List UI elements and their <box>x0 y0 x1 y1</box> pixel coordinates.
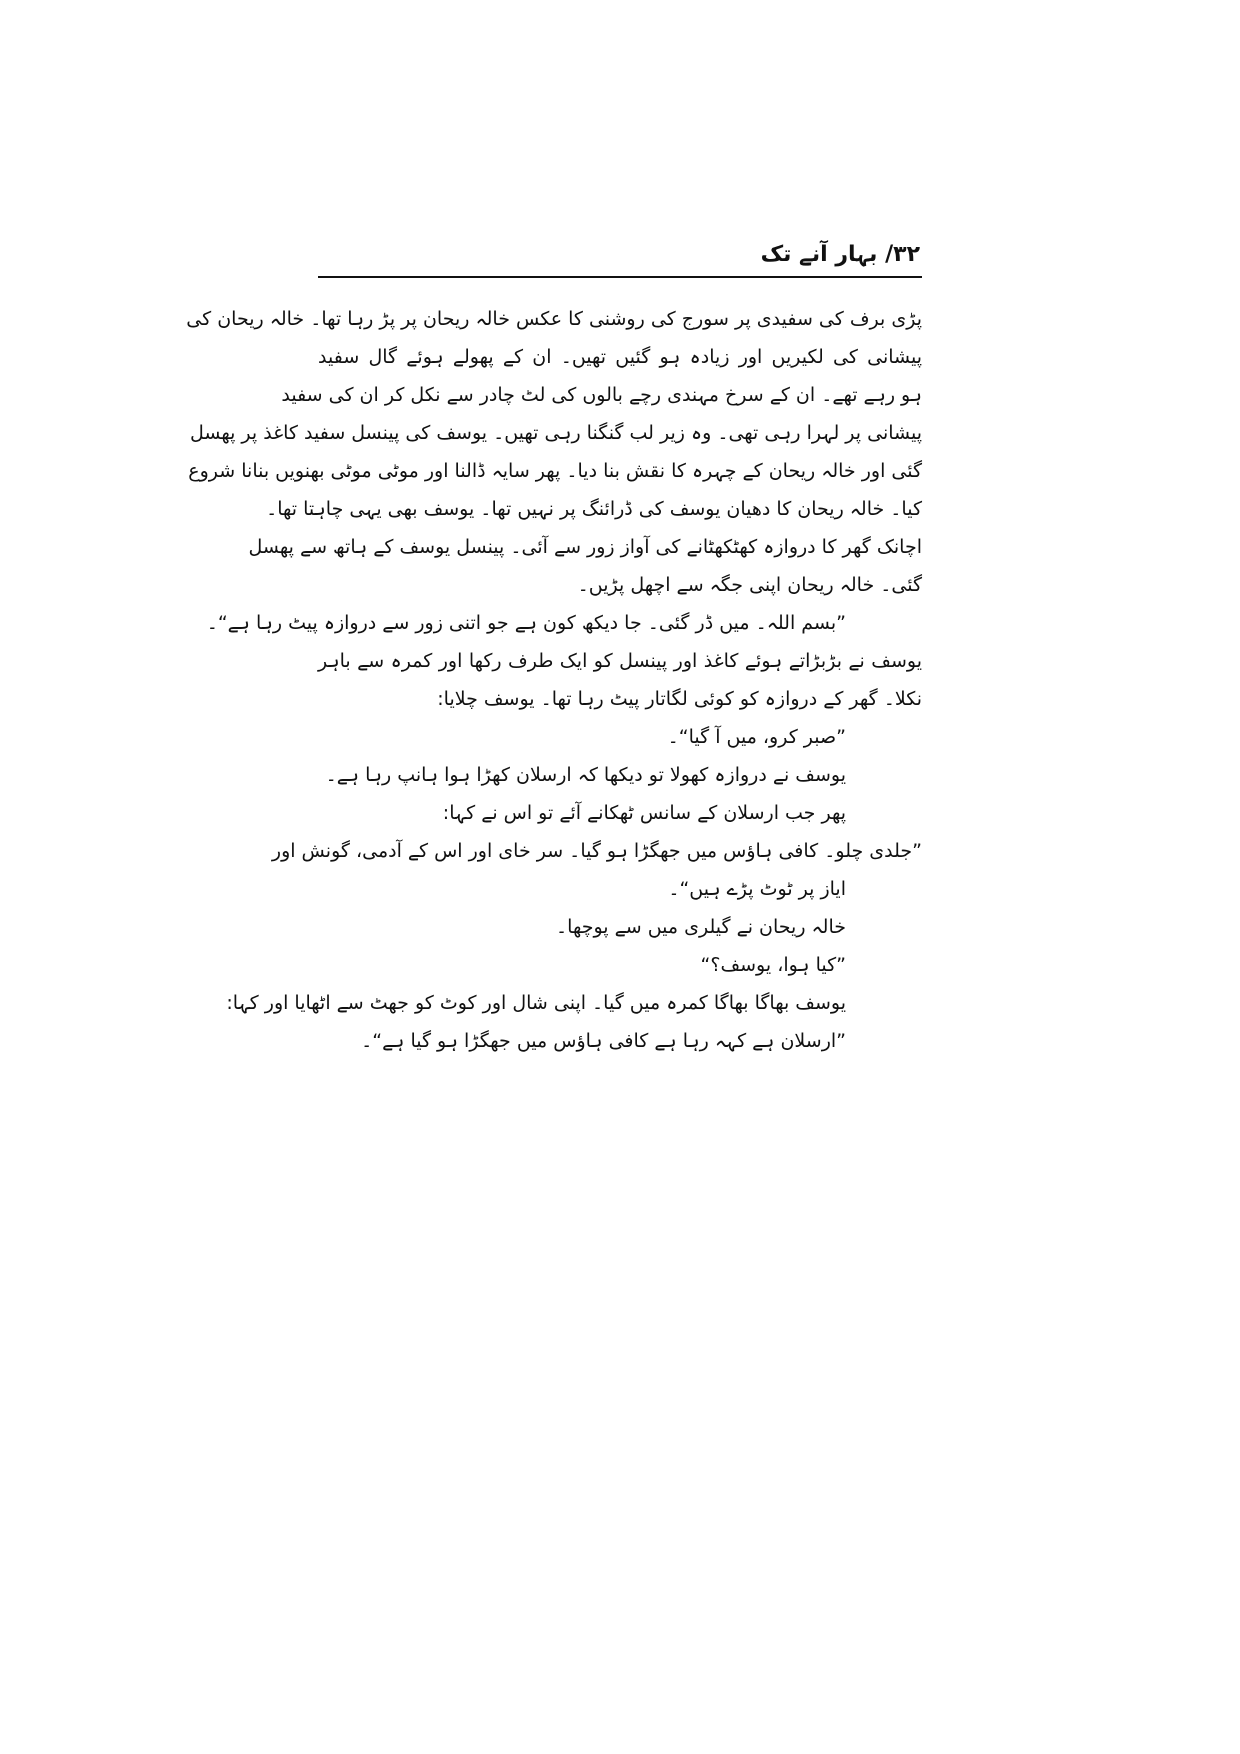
text-line: ”جلدی چلو۔ کافی ہاؤس میں جھگڑا ہو گیا۔ سر خای اور اس کے آدمی، گونش اور <box>271 840 922 862</box>
text-line: گئی۔ خالہ ریحان اپنی جگہ سے اچھل پڑیں۔ <box>577 574 922 596</box>
text-line: ”صبر کرو، میں آ گیا“۔ <box>667 726 846 748</box>
text-line: گئی اور خالہ ریحان کے چہرہ کا نقش بنا دیا۔ پھر سایہ ڈالنا اور موٹی موٹی بھنویں بنانا شروع <box>188 460 922 482</box>
text-line: ایاز پر ٹوٹ پڑے ہیں“۔ <box>668 878 846 900</box>
story-text <box>186 300 922 1060</box>
text-line: پڑی برف کی سفیدی پر سورج کی روشنی کا عکس خالہ ریحان پر پڑ رہا تھا۔ خالہ ریحان کی <box>186 308 922 330</box>
text-line: خالہ ریحان نے گیلری میں سے پوچھا۔ <box>556 916 846 938</box>
text-line: یوسف بھاگا بھاگا کمرہ میں گیا۔ اپنی شال اور کوٹ کو جھٹ سے اٹھایا اور کہا: <box>226 992 846 1014</box>
text-line: ہو رہے تھے۔ ان کے سرخ مہندی رچے بالوں کی لٹ چادر سے نکل کر ان کی سفید <box>281 384 922 406</box>
text-line: پیشانی پر لہرا رہی تھی۔ وہ زیر لب گنگنا رہی تھیں۔ یوسف کی پینسل سفید کاغذ پر پھسل <box>190 422 922 444</box>
header-rule <box>318 276 922 278</box>
text-line: ”ارسلان ہے کہہ رہا ہے کافی ہاؤس میں جھگڑا ہو گیا ہے“۔ <box>361 1030 846 1052</box>
text-line: ”بسم اللہ۔ میں ڈر گئی۔ جا دیکھ کون ہے جو اتنی زور سے دروازہ پیٹ رہا ہے“۔ <box>206 612 846 634</box>
text-line: یوسف نے بڑبڑاتے ہوئے کاغذ اور پینسل کو ایک طرف رکھا اور کمرہ سے باہر <box>318 650 922 672</box>
text-line: ”کیا ہوا، یوسف؟“ <box>700 954 846 976</box>
running-header-title: ۳۲/ بہار آنے تک <box>760 242 920 267</box>
running-header <box>318 240 922 280</box>
text-line: اچانک گھر کا دروازہ کھٹکھٹانے کی آواز زور سے آئی۔ پینسل یوسف کے ہاتھ سے پھسل <box>248 536 922 558</box>
text-line: یوسف نے دروازہ کھولا تو دیکھا کہ ارسلان کھڑا ہوا ہانپ رہا ہے۔ <box>325 764 846 786</box>
text-line: نکلا۔ گھر کے دروازہ کو کوئی لگاتار پیٹ رہا تھا۔ یوسف چلایا: <box>437 688 922 710</box>
text-line: پھر جب ارسلان کے سانس ٹھکانے آئے تو اس نے کہا: <box>442 802 846 824</box>
text-line: کیا۔ خالہ ریحان کا دھیان یوسف کی ڈرائنگ پر نہیں تھا۔ یوسف بھی یہی چاہتا تھا۔ <box>266 498 922 520</box>
text-line: پیشانی کی لکیریں اور زیادہ ہو گئیں تھیں۔ ان کے پھولے ہوئے گال سفید <box>318 346 922 368</box>
